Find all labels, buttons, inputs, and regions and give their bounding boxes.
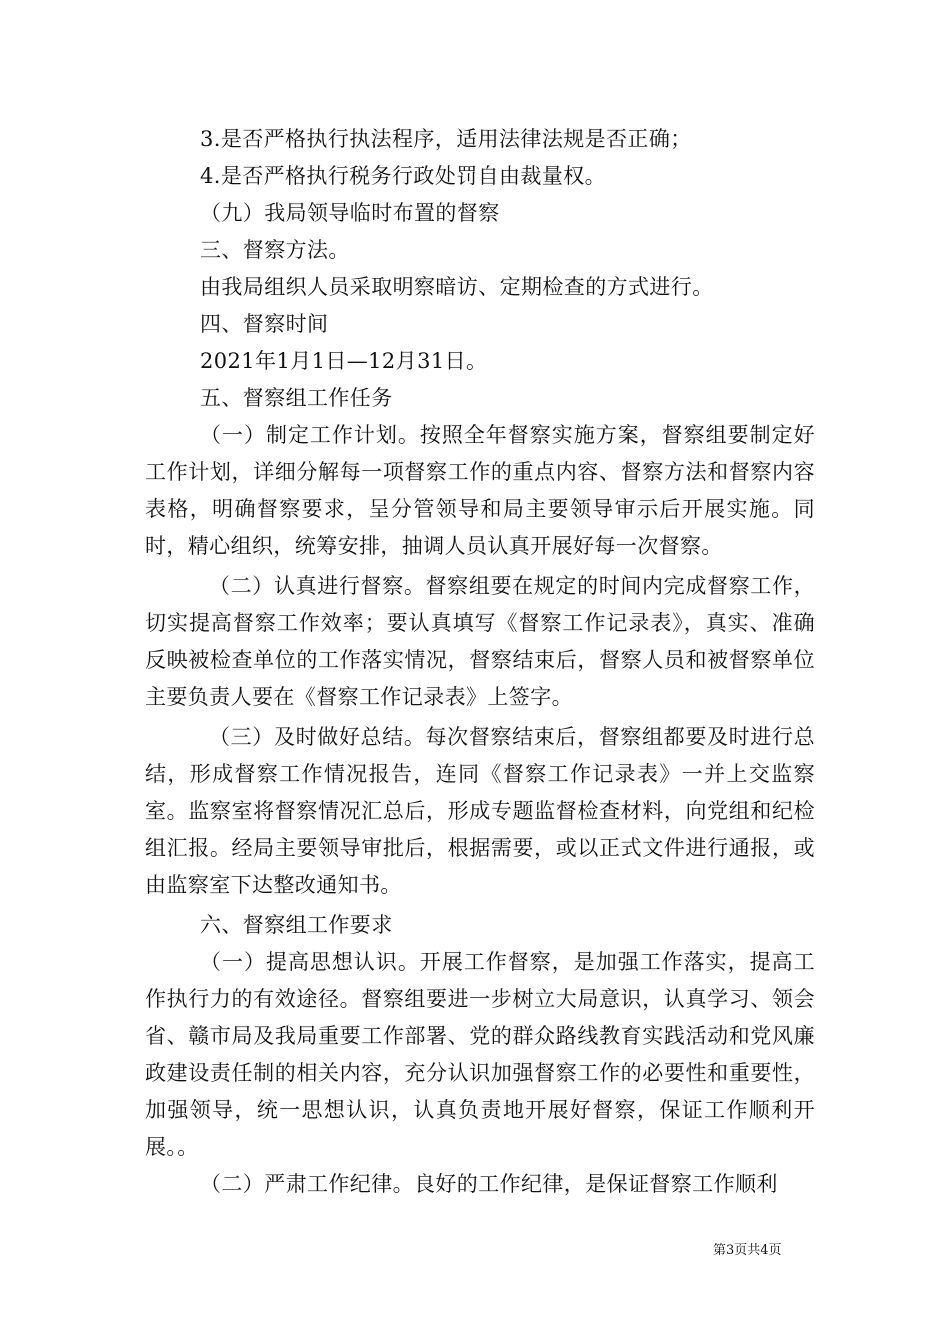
- document-body: [145, 121, 815, 1203]
- paragraph: （二）严肃工作纪律。良好的工作纪律，是保证督察工作顺利: [200, 1172, 778, 1196]
- section-heading: 六、督察组工作要求: [200, 913, 393, 937]
- text-line: 由我局组织人员采取明察暗访、定期检查的方式进行。: [200, 275, 714, 299]
- paragraph: （三）及时做好总结。每次督察结束后，督察组都要及时进行总结，形成督察工作情况报告，连同《督察工作记录表》一并上交监察室。监察室将督察情况汇总后，形成专题监督检查材料，向党组和纪检组汇报。经局主要领导审批后，根据需要，或以正式文件进行通报，或由监察室下达整改通知书。: [145, 725, 815, 897]
- text-line: 2021年1月1日—12月31日。: [200, 349, 488, 373]
- text-line: 3.是否严格执行执法程序，适用法律法规是否正确；: [200, 127, 692, 151]
- paragraph: （二）认真进行督察。督察组要在规定的时间内完成督察工作，切实提高督察工作效率；要认真填写《督察工作记录表》，真实、准确反映被检查单位的工作落实情况，督察结束后，督察人员和被督察单位主要负责人要在《督察工作记录表》上签字。: [145, 574, 815, 709]
- text-line: （九）我局领导临时布置的督察: [200, 201, 500, 225]
- text-line: 4.是否严格执行税务行政处罚自由裁量权。: [200, 164, 607, 188]
- paragraph: （一）制定工作计划。按照全年督察实施方案，督察组要制定好工作计划，详细分解每一项督察工作的重点内容、督察方法和督察内容表格，明确督察要求，呈分管领导和局主要领导审示后开展实施。同时，精心组织，统筹安排，抽调人员认真开展好每一次督察。: [145, 423, 815, 558]
- section-heading: 三、督察方法。: [200, 238, 350, 262]
- page-number-footer: 第3页共4页: [713, 1243, 782, 1258]
- section-heading: 五、督察组工作任务: [200, 386, 393, 410]
- section-heading: 四、督察时间: [200, 312, 329, 336]
- paragraph: （一）提高思想认识。开展工作督察，是加强工作落实，提高工作执行力的有效途径。督察组要进一步树立大局意识，认真学习、领会省、赣市局及我局重要工作部署、党的群众路线教育实践活动和党风廉政建设责任制的相关内容，充分认识加强督察工作的必要性和重要性，加强领导，统一思想认识，认真负责地开展好督察，保证工作顺利开展。。: [145, 950, 815, 1159]
